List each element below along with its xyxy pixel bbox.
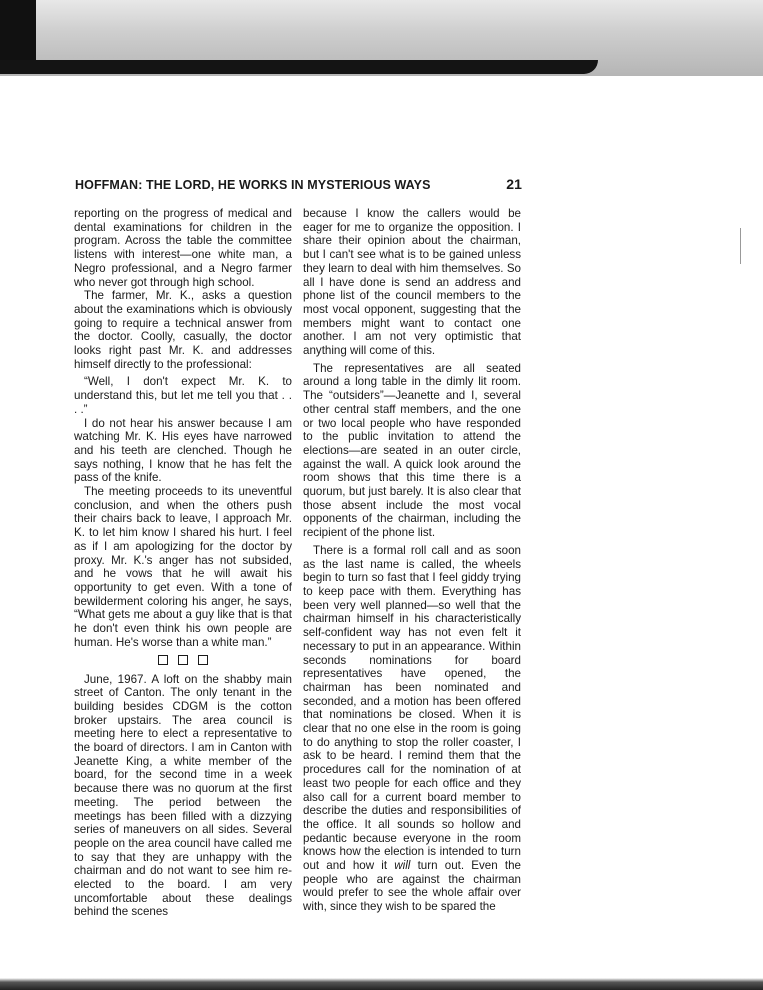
running-head <box>75 176 522 196</box>
scan-edge-bottom <box>0 978 763 990</box>
paragraph: reporting on the progress of medical and dental examinations for children in the program. Across the table the committee listens with interest—one white man, a Negro professional, and a Negro farmer who never got through high school. <box>74 207 292 289</box>
paragraph <box>303 544 521 914</box>
paragraph-text-end: turn out. Even the people who are against the chairman would prefer to see the whole affair over with, since they wish to be spared the <box>303 859 521 914</box>
paragraph: The meeting proceeds to its uneventful conclusion, and when the others push their chairs back to leave, I approach Mr. K. to let him know I shared his hurt. I feel as if I am apologizing for the doctor by proxy. Mr. K.'s anger has not subsided, and he vows that he will await his opportunity to get even. With a tone of bewilderment coloring his anger, he says, “What gets me about a guy like that is that he don't even think his own people are human. He's worse than a white man.” <box>74 485 292 649</box>
section-break-ornament <box>74 655 292 669</box>
paragraph: June, 1967. A loft on the shabby main street of Canton. The only tenant in the building besides CDGM is the cotton broker upstairs. The area council is meeting here to elect a representative to the board of directors. I am in Canton with Jeanette King, a white member of the board, for the second time in a week because there was no quorum at the first meeting. The period between the meetings has been filled with a dizzying series of maneuvers on all sides. Several people on the area council have called me to say that they are unhappy with the chairman and do not want to see him re-elected to the board. I am very uncomfortable about these dealings behind the scenes <box>74 672 292 919</box>
ornament-square-icon <box>198 655 208 665</box>
margin-mark <box>740 228 741 264</box>
page-number: 21 <box>506 176 522 192</box>
scan-shadow-corner <box>0 0 36 66</box>
left-column <box>74 207 292 919</box>
right-column <box>303 207 521 914</box>
paragraph: I do not hear his answer because I am watching Mr. K. His eyes have narrowed and his teeth are clenched. Though he says nothing, I know that he has felt the pass of the knife. <box>74 416 292 485</box>
paragraph: The farmer, Mr. K., asks a question about the examinations which is obviously going to require a technical answer from the doctor. Coolly, casually, the doctor looks right past Mr. K. and addresses himself directly to the professional: <box>74 289 292 371</box>
ornament-square-icon <box>158 655 168 665</box>
paragraph: “Well, I don't expect Mr. K. to understand this, but let me tell you that . . . .” <box>74 375 292 416</box>
emphasis-text: will <box>394 859 411 873</box>
paragraph-text: There is a formal roll call and as soon as the last name is called, the wheels begin to turn so fast that I feel giddy trying to keep pace with them. Everything has been very well planned—so well that the chairman himself in his characteristically self-confident way has not even felt it necessary to put in an appearance. Within seconds nominations for board representatives have opened, the chairman has been nominated and seconded, and a motion has been offered that nominations be closed. When it is clear that no one else in the room is going to do anything to stop the roller coaster, I ask to be heard. I remind them that the procedures call for the nomination of at least two people for each office and they also call for a current board member to describe the duties and responsibilities of the office. It all sounds so hollow and pedantic because everyone in the room knows how the election is intended to turn out and how it <box>303 543 521 873</box>
ornament-square-icon <box>178 655 188 665</box>
running-head-title: HOFFMAN: THE LORD, HE WORKS IN MYSTERIOUS WAYS <box>75 178 431 192</box>
paragraph: because I know the callers would be eager for me to organize the opposition. I share their opinion about the chairman, but I can't see what is to be gained unless they learn to deal with him themselves. So all I have done is send an address and phone list of the council members to the most vocal opponent, suggesting that the members might want to contact one another. I am not very optimistic that anything will come of this. <box>303 207 521 358</box>
scan-band-top <box>0 60 598 74</box>
paragraph: The representatives are all seated around a long table in the dimly lit room. The “outsiders”—Jeanette and I, several other central staff members, and the one or two local people who have responded to the public invitation to attend the elections—are seated in an outer circle, against the wall. A quick look around the room shows that this time there is a quorum, but just barely. It is also clear that those absent include the most vocal opponents of the chairman, including the recipient of the phone list. <box>303 361 521 540</box>
